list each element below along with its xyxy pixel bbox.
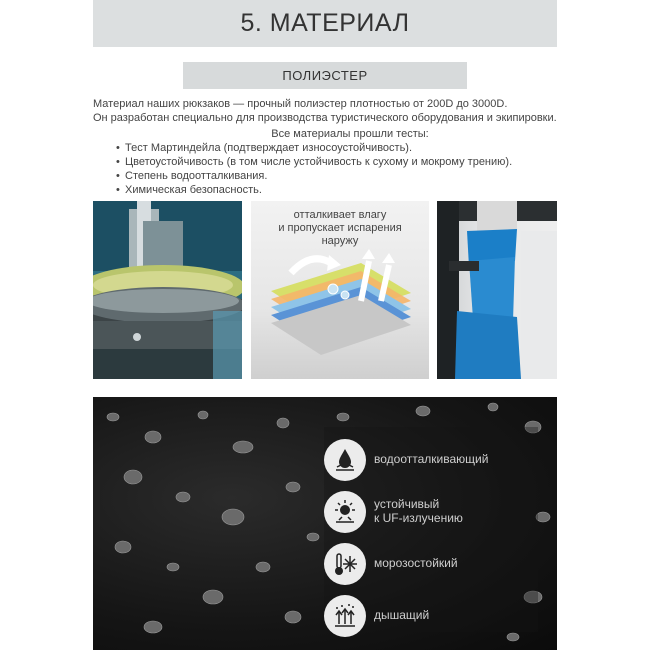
water-repellent-icon xyxy=(324,439,366,481)
feature-label-line-2: к UF-излучению xyxy=(374,511,463,525)
wet-fabric-photo xyxy=(93,397,557,650)
page-title-bar xyxy=(93,0,557,47)
list-item: • Степень водоотталкивания. xyxy=(125,169,557,183)
sun-icon xyxy=(331,498,359,526)
page-title: 5. МАТЕРИАЛ xyxy=(240,9,410,37)
breathable-arrows-icon xyxy=(331,602,359,630)
frost-resistant-icon xyxy=(324,543,366,585)
membrane-caption-line-3: наружу xyxy=(321,235,359,247)
list-item: • Химическая безопасность. xyxy=(125,183,557,197)
membrane-layers-icon xyxy=(251,201,429,379)
uv-resistant-icon xyxy=(324,491,366,533)
feature-label: дышащий xyxy=(374,608,430,622)
list-item: • Тест Мартиндейла (подтверждает износоустойчивость). xyxy=(125,141,557,155)
section-subtitle: ПОЛИЭСТЕР xyxy=(282,68,368,83)
feature-panel xyxy=(324,427,538,632)
feature-label xyxy=(374,497,463,525)
feature-uv-resistant xyxy=(324,491,538,535)
feature-label: водоотталкивающий xyxy=(374,452,489,466)
section-subtitle-bar xyxy=(183,62,467,89)
feature-label-line-1: устойчивый xyxy=(374,497,440,511)
tests-block xyxy=(93,127,557,197)
feature-label: морозостойкий xyxy=(374,556,458,570)
tests-title: Все материалы прошли тесты: xyxy=(271,128,429,140)
droplet-icon xyxy=(331,446,359,474)
machine-illustration xyxy=(93,201,242,379)
tensile-test-photo xyxy=(437,201,557,379)
feature-water-repellent xyxy=(324,439,538,483)
breathable-icon xyxy=(324,595,366,637)
thermometer-snowflake-icon xyxy=(331,550,359,578)
membrane-caption-line-1: отталкивает влагу xyxy=(293,209,387,221)
intro-line-2: Он разработан специально для производства туристического оборудования и экипировки. xyxy=(93,112,557,124)
tensile-test-illustration xyxy=(437,201,557,379)
martindale-machine-photo xyxy=(93,201,242,379)
feature-frost-resistant xyxy=(324,543,538,587)
intro-line-1: Материал наших рюкзаков — прочный полиэстер плотностью от 200D до 3000D. xyxy=(93,98,508,110)
list-item: • Цветоустойчивость (в том числе устойчивость к сухому и мокрому трению). xyxy=(125,155,557,169)
intro-text xyxy=(93,97,563,125)
feature-breathable xyxy=(324,595,538,639)
membrane-illustration xyxy=(251,201,429,379)
tests-list xyxy=(93,141,557,197)
membrane-caption-line-2: и пропускает испарения xyxy=(278,222,402,234)
